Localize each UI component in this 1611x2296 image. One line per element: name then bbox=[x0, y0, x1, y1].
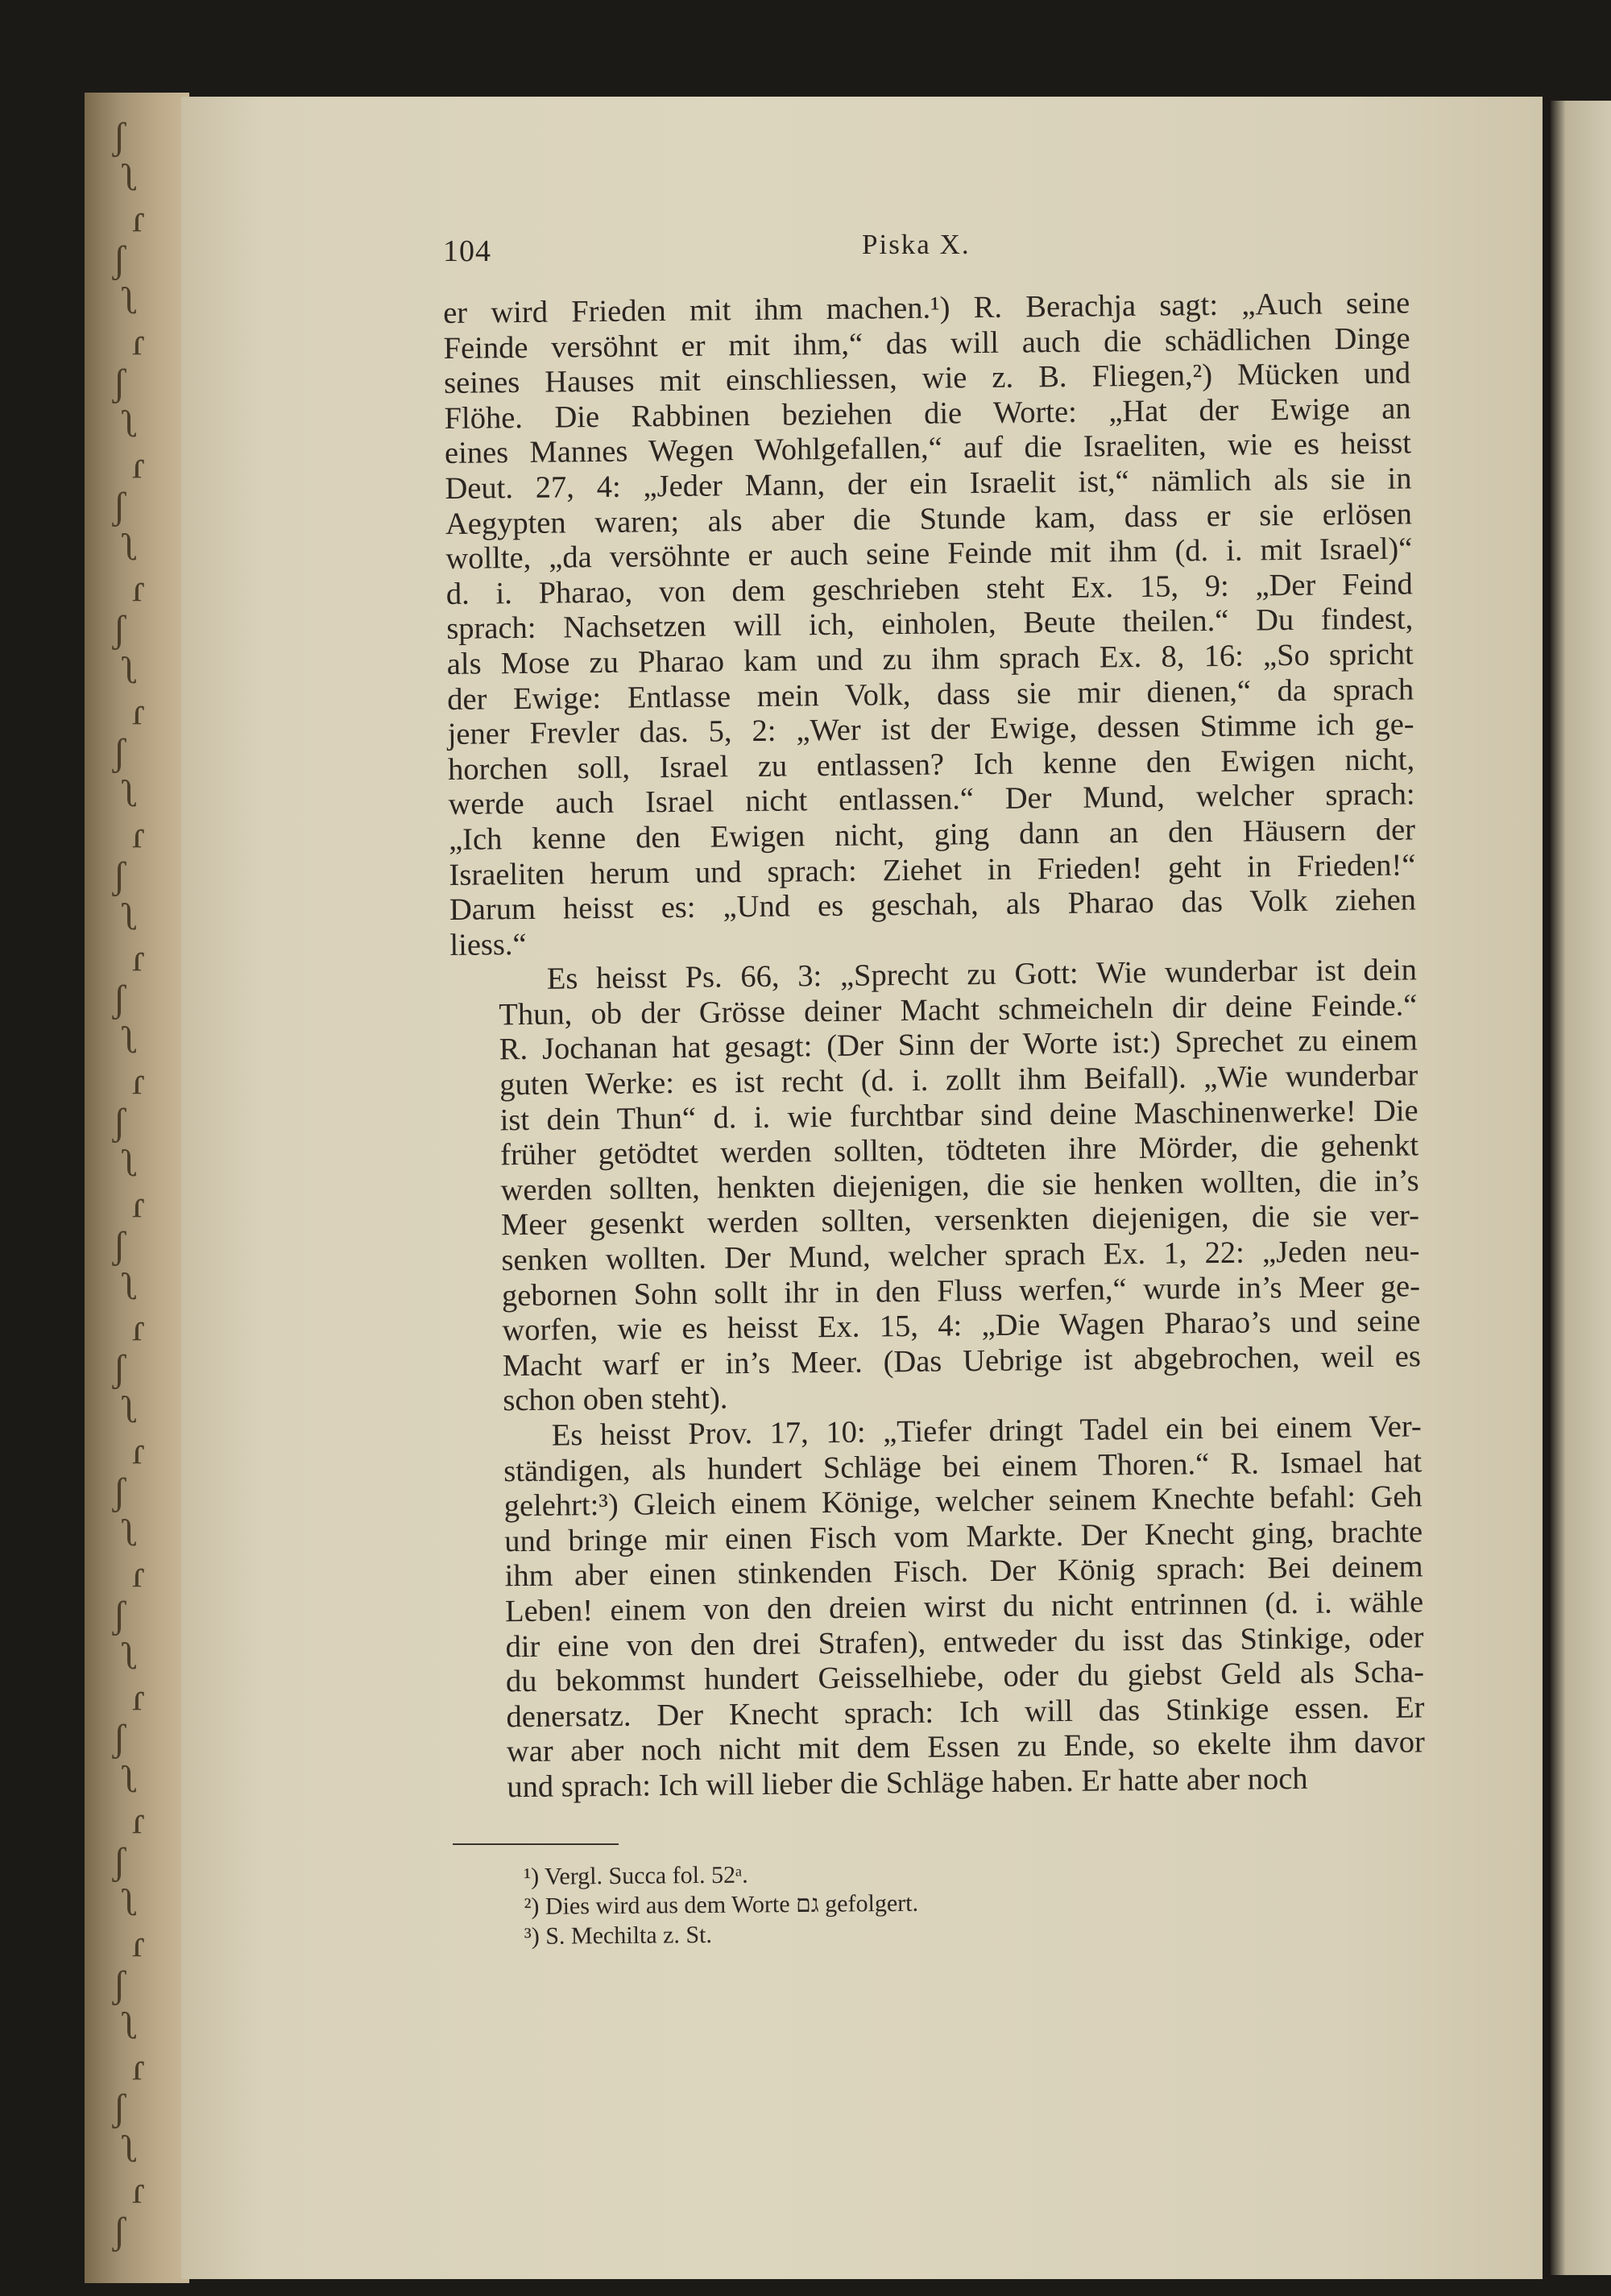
text-line: R. Jochanan hat gesagt: (Der Sinn der Worte ist:) Sprechet zu einem bbox=[499, 1023, 1418, 1067]
text-line: liess.“ bbox=[449, 927, 527, 962]
text-line: Flöhe. Die Rabbinen beziehen die Worte: „Hat der Ewige an bbox=[444, 391, 1411, 436]
spine-decoration: ɾ bbox=[132, 1676, 145, 1719]
spine-decoration: ʅ bbox=[122, 1635, 139, 1678]
text-line: Macht warf er in’s Meer. (Das Uebrige ist abgebrochen, weil es bbox=[502, 1339, 1422, 1384]
footnote-1: ¹) Vergl. Succa fol. 52ᵃ. bbox=[524, 1861, 748, 1890]
spine-decoration: ʅ bbox=[122, 1265, 139, 1308]
text-line: Aegypten waren; als aber die Stunde kam, dass er sie erlösen bbox=[445, 496, 1413, 541]
text-line: senken wollten. Der Mund, welcher sprach Ex. 1, 22: „Jeden neu- bbox=[501, 1234, 1420, 1278]
footnotes bbox=[524, 1856, 1169, 1951]
spine-decoration: ʅ bbox=[122, 1512, 139, 1554]
text-line: Israeliten herum und sprach: Ziehet in Frieden! geht in Frieden!“ bbox=[449, 847, 1416, 892]
text-line: Thun, ob der Grösse deiner Macht schmeicheln dir deine Feinde.“ bbox=[499, 988, 1418, 1032]
text-line: Es heisst Prov. 17, 10: „Tiefer dringt Tadel ein bei einem Ver- bbox=[551, 1409, 1422, 1453]
spine-decoration: ɾ bbox=[132, 1306, 145, 1349]
text-line: gelehrt:³) Gleich einem Könige, welcher seinem Knechte befahl: Geh bbox=[503, 1479, 1423, 1524]
text-line: sprach: Nachsetzen will ich, einholen, Beute theilen.“ Du findest, bbox=[446, 602, 1414, 647]
spine-decoration: ʅ bbox=[122, 156, 139, 199]
spine-decoration: ɾ bbox=[132, 1922, 145, 1965]
text-line: d. i. Pharao, von dem geschrieben steht Ex. 15, 9: „Der Feind bbox=[445, 567, 1414, 611]
text-line: und bringe mir einen Fisch vom Markte. Der Knecht ging, brachte bbox=[503, 1515, 1423, 1559]
footnote-2: ²) Dies wird aus dem Worte גם gefolgert. bbox=[524, 1889, 919, 1920]
spine-decoration: ʅ bbox=[122, 772, 139, 815]
text-line: als Mose zu Pharao kam und zu ihm sprach Ex. 8, 16: „So spricht bbox=[446, 637, 1414, 681]
spine-decoration: ɾ bbox=[132, 1183, 145, 1226]
spine-decoration: ɾ bbox=[132, 321, 145, 363]
spine-decoration: ʃ bbox=[113, 115, 126, 158]
page-header bbox=[443, 229, 1514, 272]
spine-decoration: ɾ bbox=[132, 1060, 145, 1102]
text-line: der Ewige: Entlasse mein Volk, dass sie mir dienen,“ da sprach bbox=[447, 672, 1414, 717]
spine-decoration: ʅ bbox=[122, 1758, 139, 1801]
footnote-3: ³) S. Mechilta z. St. bbox=[524, 1921, 713, 1950]
spine-decoration: ɾ bbox=[132, 937, 145, 979]
spine-decoration: ʅ bbox=[122, 403, 139, 445]
spine-decoration: ʃ bbox=[113, 1347, 126, 1390]
text-line: guten Werke: es ist recht (d. i. zollt ihm Beifall). „Wie wunderbar bbox=[499, 1058, 1418, 1102]
text-line: horchen soll, Israel zu entlassen? Ich kenne den Ewigen nicht, bbox=[447, 743, 1415, 787]
text-line: ihm aber einen stinkenden Fisch. Der König sprach: Bei deinem bbox=[504, 1549, 1423, 1594]
text-line: gebornen Sohn sollt ihr in den Fluss werfen,“ wurde in’s Meer ge- bbox=[501, 1268, 1421, 1313]
text-line: worfen, wie es heisst Ex. 15, 4: „Die Wagen Pharao’s und seine bbox=[502, 1304, 1421, 1348]
spine-decoration: ʃ bbox=[113, 854, 126, 897]
text-line: Leben! einem von den dreien wirst du nicht entrinnen (d. i. wähle bbox=[504, 1585, 1424, 1629]
paragraph bbox=[443, 286, 1417, 963]
spine-decoration: ɾ bbox=[132, 690, 145, 733]
spine-decoration: ʅ bbox=[122, 1388, 139, 1431]
footnote-separator bbox=[453, 1843, 619, 1845]
spine-decoration: ɾ bbox=[132, 813, 145, 856]
text-line: Es heisst Ps. 66, 3: „Sprecht zu Gott: Wie wunderbar ist dein bbox=[546, 953, 1418, 996]
facing-page-edge bbox=[1551, 101, 1611, 2275]
spine-decoration: ʅ bbox=[122, 896, 139, 938]
spine-decoration: ʃ bbox=[113, 1224, 126, 1267]
spine-decoration: ʅ bbox=[122, 1019, 139, 1061]
spine-decoration: ɾ bbox=[132, 444, 145, 486]
text-line: „Ich kenne den Ewigen nicht, ging dann an den Häusern der bbox=[448, 813, 1416, 857]
spine-decoration: ʃ bbox=[113, 485, 126, 527]
paragraph bbox=[455, 1409, 1426, 1806]
spine-decoration: ʅ bbox=[122, 279, 139, 322]
spine-decoration: ʃ bbox=[113, 2087, 126, 2129]
text-line: war aber noch nicht mit dem Essen zu Ende, so ekelte ihm davor bbox=[506, 1725, 1426, 1769]
spine-decoration: ʃ bbox=[113, 608, 126, 651]
text-line: du bekommst hundert Geisselhiebe, oder du giebst Geld als Scha- bbox=[505, 1655, 1425, 1699]
spine-decoration: ʅ bbox=[122, 649, 139, 692]
text-line: denersatz. Der Knecht sprach: Ich will das Stinkige essen. Er bbox=[506, 1690, 1425, 1735]
text-line: ist dein Thun“ d. i. wie furchtbar sind deine Maschinenwerke! Die bbox=[499, 1094, 1418, 1137]
paragraph bbox=[450, 954, 1422, 1420]
spine-decoration: ʃ bbox=[113, 731, 126, 774]
spine-decoration: ʃ bbox=[113, 1840, 126, 1883]
text-line: dir eine von den drei Strafen), entweder du isst das Stinkige, oder bbox=[505, 1620, 1424, 1664]
spine-decoration: ʃ bbox=[113, 2210, 126, 2253]
page-number: 104 bbox=[443, 234, 491, 268]
spine-decoration: ʃ bbox=[113, 1594, 126, 1636]
text-line: und sprach: Ich will lieber die Schläge haben. Er hatte aber noch bbox=[507, 1761, 1308, 1805]
spine-decoration: ʅ bbox=[122, 1142, 139, 1185]
spine-decoration: ɾ bbox=[132, 2169, 145, 2211]
text-line: Deut. 27, 4: „Jeder Mann, der ein Israelit ist,“ nämlich als sie in bbox=[445, 461, 1412, 506]
spine-decoration: ʃ bbox=[113, 978, 126, 1020]
spine-decoration: ɾ bbox=[132, 1429, 145, 1472]
text-line: er wird Frieden mit ihm machen.¹) R. Berachja sagt: „Auch seine bbox=[443, 286, 1410, 330]
spine-decoration: ʅ bbox=[122, 2128, 139, 2170]
spine-decoration: ʃ bbox=[113, 238, 126, 281]
text-line: werden sollten, henkten diejenigen, die sie henken wollten, die in’s bbox=[500, 1164, 1419, 1208]
text-line: Darum heisst es: „Und es geschah, als Pharao das Volk ziehen bbox=[449, 883, 1417, 928]
text-line: werde auch Israel nicht entlassen.“ Der Mund, welcher sprach: bbox=[448, 777, 1415, 822]
text-line: eines Mannes Wegen Wohlgefallen,“ auf die Israeliten, wie es heisst bbox=[444, 426, 1412, 471]
running-title: Piska X. bbox=[862, 229, 971, 260]
body-text bbox=[443, 286, 1426, 1806]
text-line: Feinde versöhnt er mit ihm,“ das will auch die schädlichen Dinge bbox=[443, 321, 1410, 366]
text-line: wollte, „da versöhnte er auch seine Feinde mit ihm (d. i. mit Israel)“ bbox=[445, 532, 1413, 577]
spine-decoration: ʅ bbox=[122, 1881, 139, 1924]
text-line: schon oben steht). bbox=[503, 1381, 728, 1418]
spine-decoration: ɾ bbox=[132, 567, 145, 610]
spine-decoration: ɾ bbox=[132, 197, 145, 240]
spine-decoration: ɾ bbox=[132, 1553, 145, 1595]
spine-decoration: ʃ bbox=[113, 1963, 126, 2006]
spine-decoration: ɾ bbox=[132, 2046, 145, 2088]
text-line: Meer gesenkt werden sollten, versenkten diejenigen, die sie ver- bbox=[500, 1198, 1420, 1243]
spine-decoration: ʅ bbox=[122, 2004, 139, 2047]
spine-decoration: ʃ bbox=[113, 1717, 126, 1760]
spine-decoration: ɾ bbox=[132, 1799, 145, 1842]
text-line: früher getödtet werden sollten, tödteten ihre Mörder, die gehenkt bbox=[499, 1128, 1419, 1173]
spine-decoration: ʃ bbox=[113, 1471, 126, 1513]
spine-decoration: ʅ bbox=[122, 526, 139, 569]
text-line: ständigen, als hundert Schläge bei einem Thoren.“ R. Ismael hat bbox=[503, 1444, 1423, 1488]
text-line: jener Frevler das. 5, 2: „Wer ist der Ewige, dessen Stimme ich ge- bbox=[447, 707, 1414, 752]
spine-decoration: ʃ bbox=[113, 362, 126, 404]
spine-decoration: ʃ bbox=[113, 1101, 126, 1144]
text-line: seines Hauses mit einschliessen, wie z. B. Fliegen,²) Mücken und bbox=[443, 356, 1411, 401]
